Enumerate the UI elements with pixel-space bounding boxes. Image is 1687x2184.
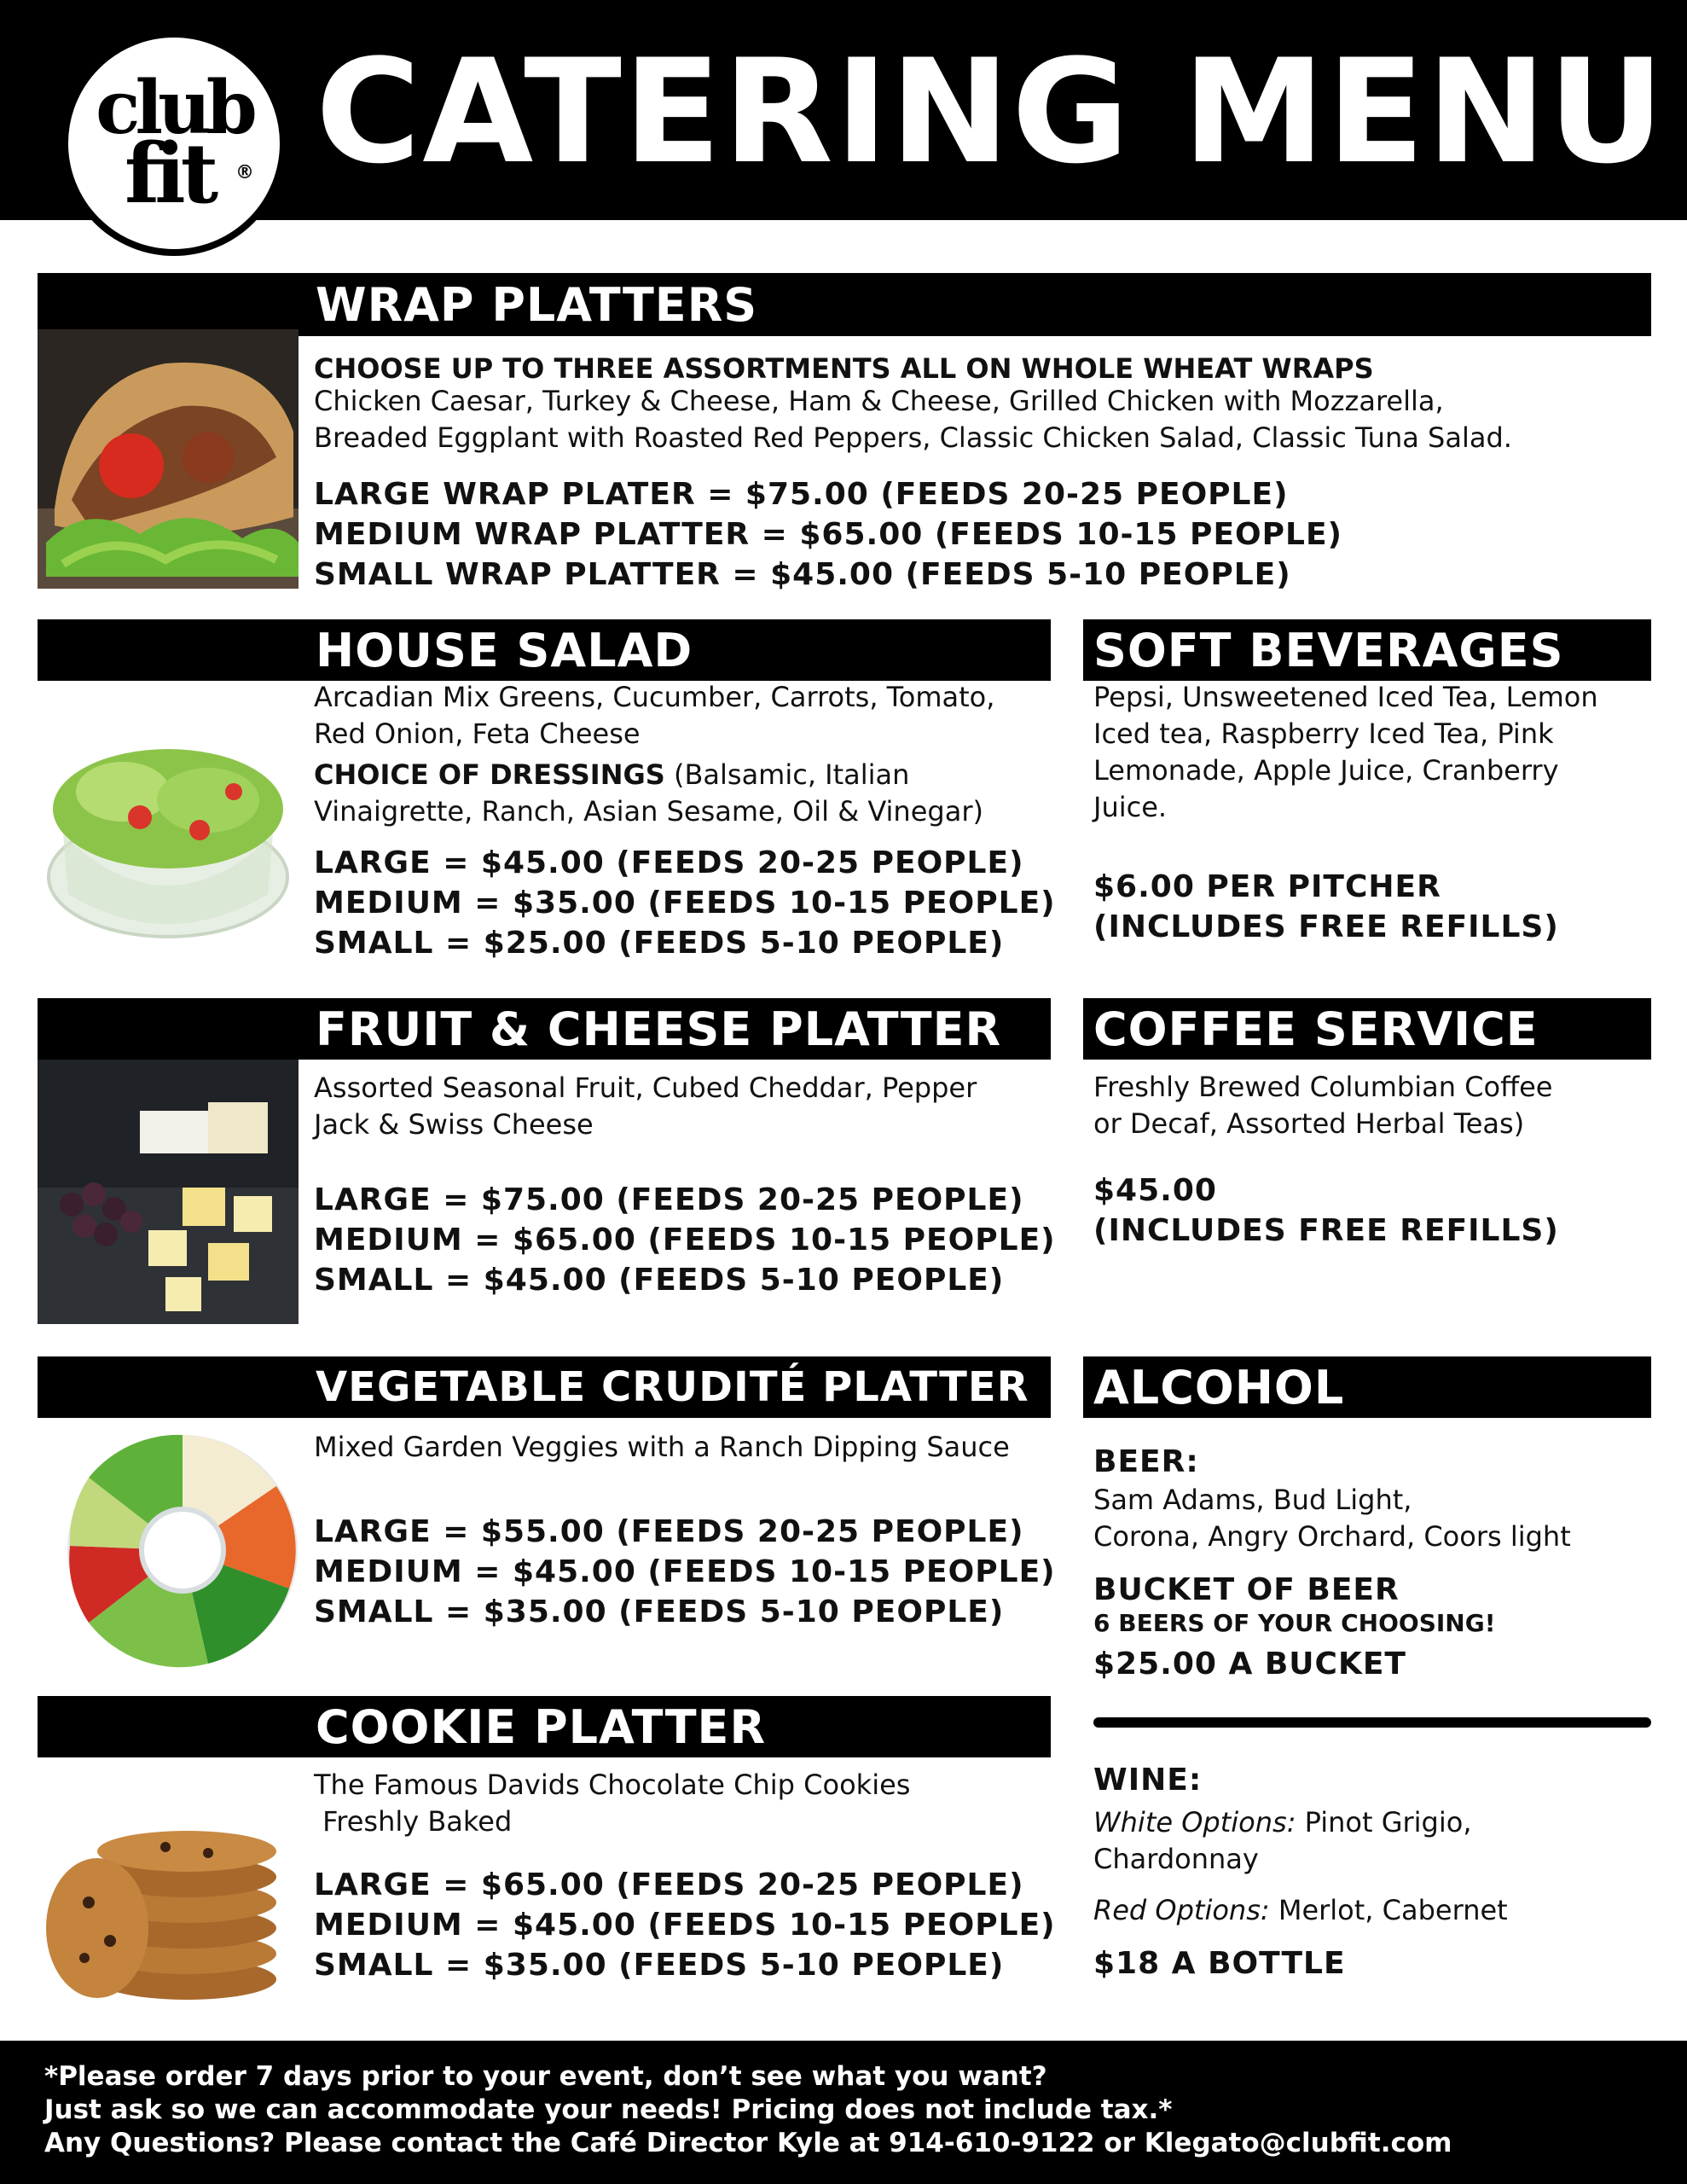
vegetable-platter-icon <box>38 1418 299 1674</box>
footer <box>0 2041 1687 2184</box>
bucket-subtitle: 6 BEERS OF YOUR CHOOSING! <box>1093 1609 1496 1637</box>
wrap-platters-heading: WRAP PLATTERS <box>38 273 1651 336</box>
veg-price-medium: MEDIUM = $45.00 (FEEDS 10-15 PEOPLE) <box>314 1554 1056 1589</box>
wrap-description-line: Chicken Caesar, Turkey & Cheese, Ham & Cheese, Grilled Chicken with Mozzarella, <box>314 385 1444 417</box>
salad-price-large: LARGE = $45.00 (FEEDS 20-25 PEOPLE) <box>314 845 1024 880</box>
cookie-description-line: The Famous Davids Chocolate Chip Cookies <box>314 1769 911 1801</box>
coffee-refills: (INCLUDES FREE REFILLS) <box>1093 1213 1559 1248</box>
dressing-options-line: Vinaigrette, Ranch, Asian Sesame, Oil & Vinegar) <box>314 795 983 828</box>
wrap-description-line: Breaded Eggplant with Roasted Red Peppers, Classic Chicken Salad, Classic Tuna Salad. <box>314 421 1512 454</box>
wine-price: $18 A BOTTLE <box>1093 1946 1346 1981</box>
beverages-price: $6.00 PER PITCHER <box>1093 869 1441 904</box>
registered-mark: ® <box>235 162 254 183</box>
cookie-price-small: SMALL = $35.00 (FEEDS 5-10 PEOPLE) <box>314 1948 1005 1983</box>
alcohol-heading: ALCOHOL <box>1083 1356 1651 1418</box>
wrap-subheading: CHOOSE UP TO THREE ASSORTMENTS ALL ON WHOLE WHEAT WRAPS <box>314 352 1374 385</box>
beer-list-line: Sam Adams, Bud Light, <box>1093 1484 1412 1516</box>
fruit-price-medium: MEDIUM = $65.00 (FEEDS 10-15 PEOPLE) <box>314 1223 1056 1258</box>
logo-text-fit: fit <box>124 125 214 222</box>
beer-label: BEER: <box>1093 1444 1199 1479</box>
white-options-label: White Options: <box>1093 1806 1296 1838</box>
beer-list-line: Corona, Angry Orchard, Coors light <box>1093 1520 1571 1553</box>
wrap-price-small: SMALL WRAP PLATTER = $45.00 (FEEDS 5-10 PEOPLE) <box>314 557 1291 592</box>
wrap-price-large: LARGE WRAP PLATER = $75.00 (FEEDS 20-25 PEOPLE) <box>314 477 1289 512</box>
veg-description: Mixed Garden Veggies with a Ranch Dipping Sauce <box>314 1431 1010 1463</box>
cookie-description-line: Freshly Baked <box>314 1805 513 1838</box>
cookie-icon <box>38 1783 299 2013</box>
house-salad-heading: HOUSE SALAD <box>38 619 1051 681</box>
fruit-cheese-heading: FRUIT & CHEESE PLATTER <box>38 998 1051 1060</box>
cookie-price-medium: MEDIUM = $45.00 (FEEDS 10-15 PEOPLE) <box>314 1908 1056 1943</box>
beverages-line: Pepsi, Unsweetened Iced Tea, Lemon <box>1093 681 1598 713</box>
bucket-price: $25.00 A BUCKET <box>1093 1647 1406 1682</box>
logo-text-club: club <box>96 65 252 151</box>
soft-beverages-heading: SOFT BEVERAGES <box>1083 619 1651 681</box>
white-options-line: Chardonnay <box>1093 1843 1259 1875</box>
salad-price-small: SMALL = $25.00 (FEEDS 5-10 PEOPLE) <box>314 926 1005 961</box>
fruit-description-line: Jack & Swiss Cheese <box>314 1108 594 1141</box>
wrap-photo <box>38 329 299 589</box>
beverages-line: Lemonade, Apple Juice, Cranberry <box>1093 754 1559 787</box>
bucket-label: BUCKET OF BEER <box>1093 1572 1400 1607</box>
red-options-label: Red Options: <box>1093 1894 1270 1926</box>
wrap-icon <box>38 329 299 589</box>
section-divider <box>1093 1717 1651 1728</box>
salad-icon <box>38 681 299 961</box>
cookie-price-large: LARGE = $65.00 (FEEDS 20-25 PEOPLE) <box>314 1867 1024 1902</box>
clubfit-logo <box>61 31 287 256</box>
veg-price-small: SMALL = $35.00 (FEEDS 5-10 PEOPLE) <box>314 1594 1005 1629</box>
fruit-price-small: SMALL = $45.00 (FEEDS 5-10 PEOPLE) <box>314 1263 1005 1298</box>
cheese-icon <box>38 1060 299 1324</box>
beverages-line: Juice. <box>1093 791 1168 823</box>
footer-tax-note: Just ask so we can accommodate your needs! Pricing does not include tax.* <box>44 2094 1173 2125</box>
coffee-price: $45.00 <box>1093 1173 1217 1208</box>
veg-price-large: LARGE = $55.00 (FEEDS 20-25 PEOPLE) <box>314 1514 1024 1549</box>
footer-contact: Any Questions? Please contact the Café Director Kyle at 914-610-9122 or Klegato@clubfit.com <box>44 2128 1452 2158</box>
salad-price-medium: MEDIUM = $35.00 (FEEDS 10-15 PEOPLE) <box>314 886 1056 921</box>
fruit-description-line: Assorted Seasonal Fruit, Cubed Cheddar, Pepper <box>314 1072 977 1104</box>
salad-photo <box>38 681 299 961</box>
white-options-value: Pinot Grigio, <box>1296 1806 1472 1838</box>
cookie-photo <box>38 1783 299 2013</box>
beverages-line: Iced tea, Raspberry Iced Tea, Pink <box>1093 717 1554 750</box>
beverages-refills: (INCLUDES FREE REFILLS) <box>1093 909 1559 944</box>
fruit-price-large: LARGE = $75.00 (FEEDS 20-25 PEOPLE) <box>314 1182 1024 1217</box>
dressing-options: (Balsamic, Italian <box>664 758 910 791</box>
wrap-price-medium: MEDIUM WRAP PLATTER = $65.00 (FEEDS 10-15 PEOPLE) <box>314 517 1343 552</box>
page-title: CATERING MENU <box>316 28 1667 195</box>
wine-label: WINE: <box>1093 1763 1203 1798</box>
vegetable-photo <box>38 1418 299 1674</box>
red-options-value: Merlot, Cabernet <box>1269 1894 1508 1926</box>
salad-description-line: Red Onion, Feta Cheese <box>314 717 641 750</box>
cookie-platter-heading: COOKIE PLATTER <box>38 1696 1051 1757</box>
salad-description-line: Arcadian Mix Greens, Cucumber, Carrots, Tomato, <box>314 681 995 713</box>
coffee-description-line: Freshly Brewed Columbian Coffee <box>1093 1071 1553 1103</box>
dressing-label: CHOICE OF DRESSINGS <box>314 758 665 791</box>
footer-order-note: *Please order 7 days prior to your event, don’t see what you want? <box>44 2061 1047 2092</box>
vegetable-crudite-heading: VEGETABLE CRUDITÉ PLATTER <box>38 1356 1051 1418</box>
fruit-cheese-photo <box>38 1060 299 1324</box>
coffee-description-line: or Decaf, Assorted Herbal Teas) <box>1093 1107 1525 1140</box>
coffee-service-heading: COFFEE SERVICE <box>1083 998 1651 1060</box>
